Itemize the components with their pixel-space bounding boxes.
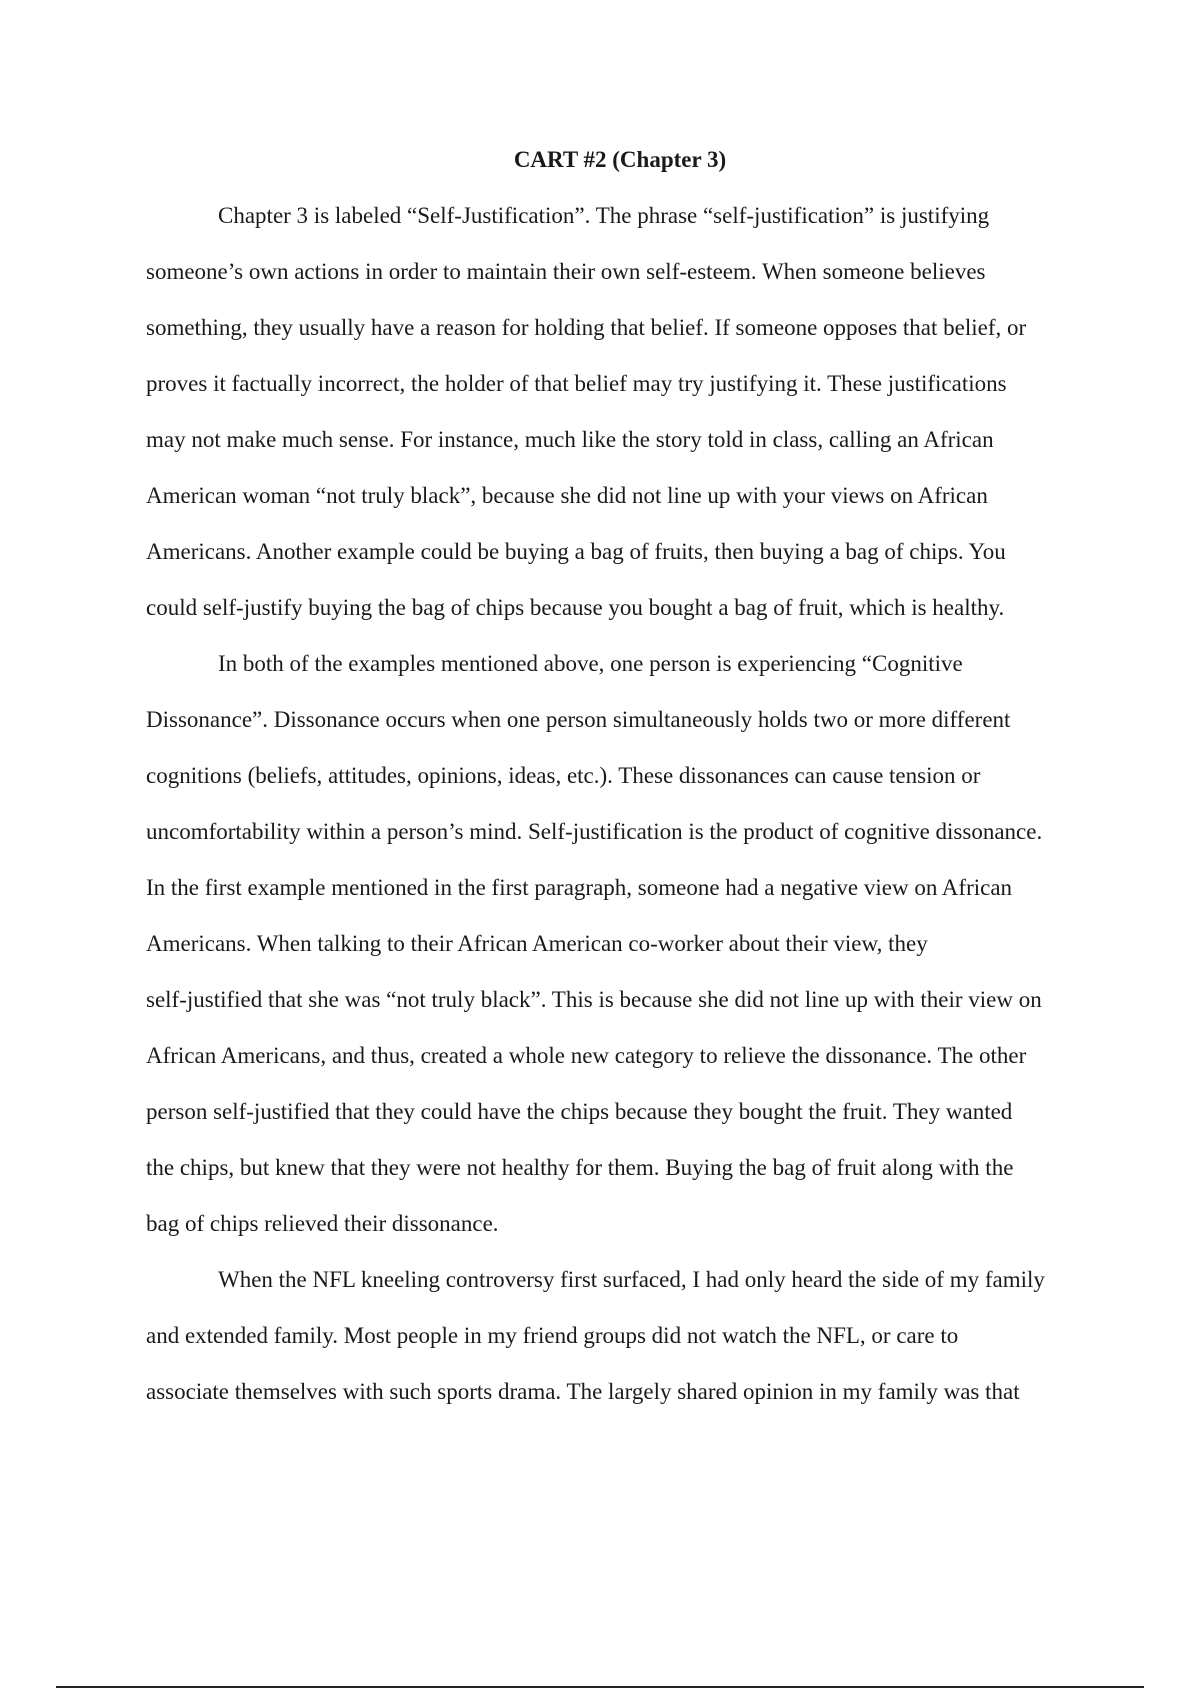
text-line: person self-justified that they could have the chips because they bought the fruit. They wanted xyxy=(146,1099,1013,1124)
paragraph-1 xyxy=(146,188,1096,636)
text-line: could self-justify buying the bag of chips because you bought a bag of fruit, which is healthy. xyxy=(146,595,1005,620)
text-line: someone’s own actions in order to maintain their own self-esteem. When someone believes xyxy=(146,259,986,284)
text-line: American woman “not truly black”, because she did not line up with your views on African xyxy=(146,483,988,508)
text-line: Chapter 3 is labeled “Self-Justification”. The phrase “self-justification” is justifying xyxy=(218,203,990,228)
text-line: and extended family. Most people in my friend groups did not watch the NFL, or care to xyxy=(146,1323,959,1348)
text-line: When the NFL kneeling controversy first surfaced, I had only heard the side of my family xyxy=(218,1267,1045,1292)
text-line: Americans. Another example could be buying a bag of fruits, then buying a bag of chips. You xyxy=(146,539,1006,564)
text-line: uncomfortability within a person’s mind. Self-justification is the product of cognitive dissonance. xyxy=(146,819,1043,844)
text-line: In the first example mentioned in the first paragraph, someone had a negative view on African xyxy=(146,875,1013,900)
document-title: CART #2 (Chapter 3) xyxy=(513,147,727,172)
paragraph-3 xyxy=(146,1252,1096,1420)
document-body xyxy=(146,188,1096,1420)
text-line: Dissonance”. Dissonance occurs when one person simultaneously holds two or more different xyxy=(146,707,1011,732)
text-line: proves it factually incorrect, the holder of that belief may try justifying it. These justifications xyxy=(146,371,1007,396)
text-line: cognitions (beliefs, attitudes, opinions, ideas, etc.). These dissonances can cause tension or xyxy=(146,763,981,788)
text-line: In both of the examples mentioned above, one person is experiencing “Cognitive xyxy=(218,651,963,676)
paragraph-2 xyxy=(146,636,1096,1252)
text-line: something, they usually have a reason for holding that belief. If someone opposes that belief, or xyxy=(146,315,1027,340)
text-line: African Americans, and thus, created a whole new category to relieve the dissonance. The other xyxy=(146,1043,1027,1068)
text-line: Americans. When talking to their African American co-worker about their view, they xyxy=(146,931,928,956)
text-line: self-justified that she was “not truly black”. This is because she did not line up with their view on xyxy=(146,987,1042,1012)
page-bottom-rule xyxy=(56,1686,1144,1688)
text-line: the chips, but knew that they were not healthy for them. Buying the bag of fruit along with the xyxy=(146,1155,1014,1180)
text-line: associate themselves with such sports drama. The largely shared opinion in my family was that xyxy=(146,1379,1020,1404)
text-line: may not make much sense. For instance, much like the story told in class, calling an African xyxy=(146,427,994,452)
text-line: bag of chips relieved their dissonance. xyxy=(146,1211,499,1236)
